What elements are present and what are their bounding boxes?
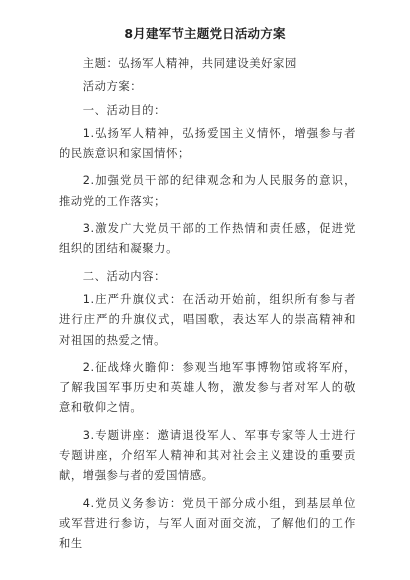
section-heading-content: 二、活动内容： <box>82 269 166 283</box>
paragraph-purpose-1: 1.弘扬军人精神，弘扬爱国主义情怀，增强参与者的民族意识和家国情怀； <box>59 126 356 161</box>
paragraph-content-4: 4.党员义务参访：党员干部分成小组，到基层单位或军营进行参访，与军人面对面交流，了解他们的工作和生 <box>59 496 356 551</box>
paragraph-purpose-2: 2.加强党员干部的纪律观念和为人民服务的意识，推动党的工作落实； <box>59 174 356 208</box>
paragraph-purpose-3: 3.激发广大党员干部的工作热情和责任感，促进党组织的团结和凝聚力。 <box>59 222 356 256</box>
document-body <box>59 54 356 562</box>
section-heading-purpose: 一、活动目的： <box>82 103 166 117</box>
paragraph-theme: 主题：弘扬军人精神，共同建设美好家园 <box>82 57 297 70</box>
paragraph-content-1: 1.庄严升旗仪式：在活动开始前，组织所有参与者进行庄严的升旗仪式，唱国歌，表达军人的崇高精神和对祖国的热爱之情。 <box>59 292 356 347</box>
paragraph-content-3: 3.专题讲座：邀请退役军人、军事专家等人士进行专题讲座，介绍军人精神和其对社会主义建设的重要贡献，增强参与者的爱国情感。 <box>59 428 356 483</box>
document-title: 8月建军节主题党日活动方案 <box>124 26 286 41</box>
paragraph-content-2: 2.征战烽火瞻仰：参观当地军事博物馆或将军府，了解我国军事历史和英雄人物，激发参与者对军人的敬意和敬仰之情。 <box>59 360 356 415</box>
paragraph-plan-heading: 活动方案： <box>82 80 143 94</box>
